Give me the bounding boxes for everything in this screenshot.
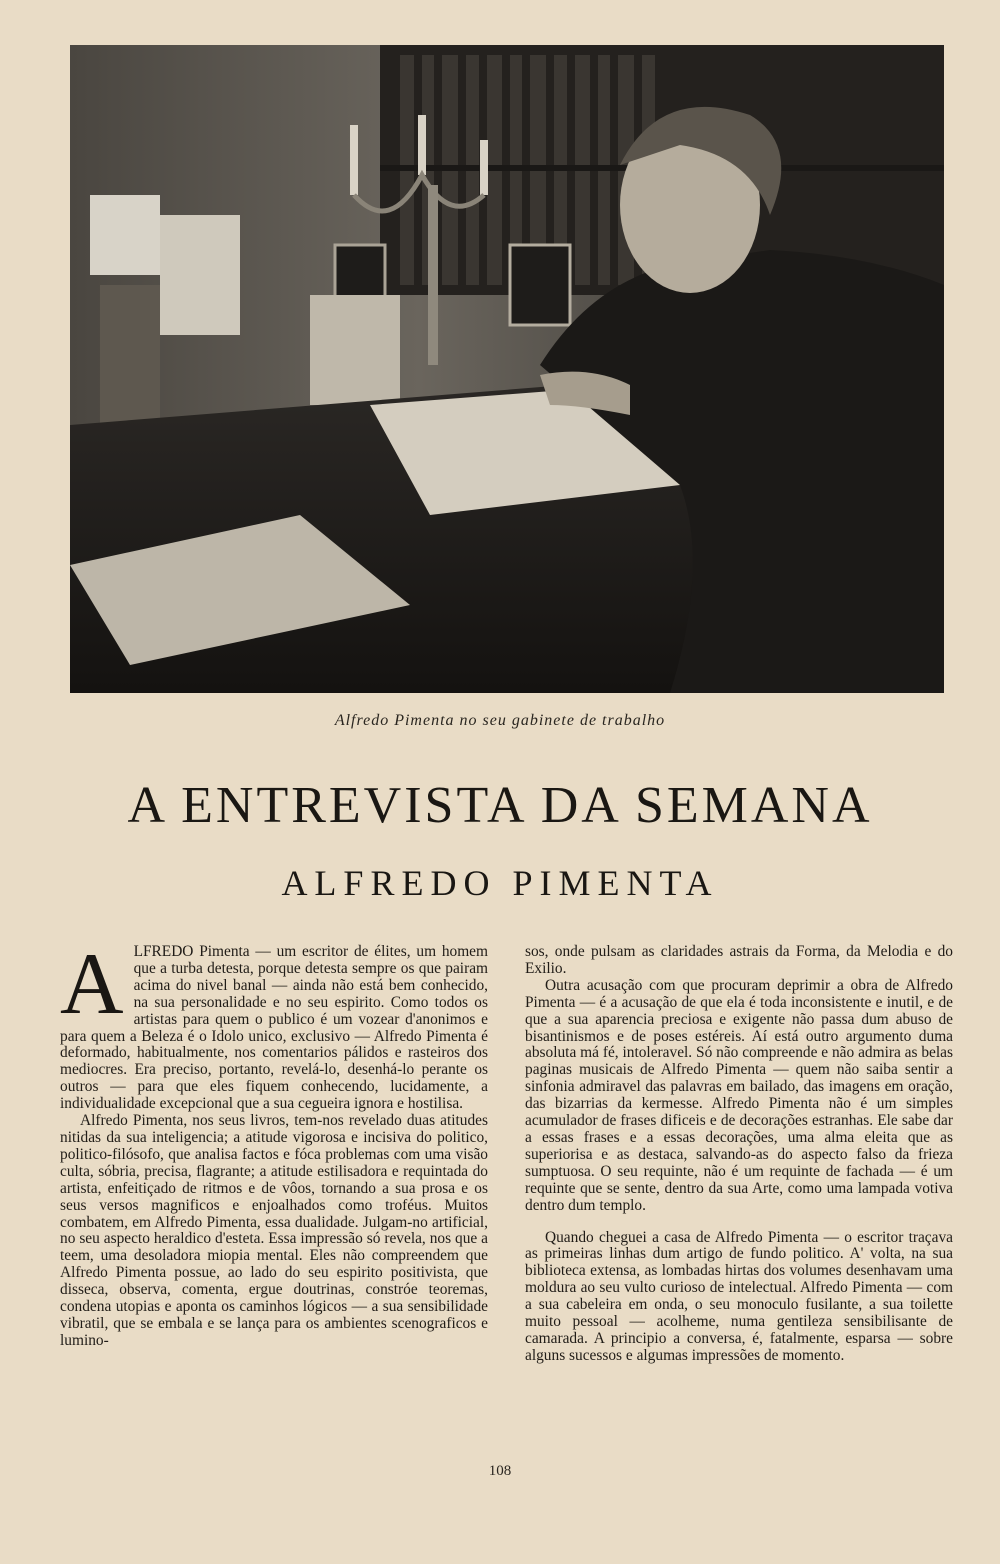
article-paragraph: Outra acusação com que procuram deprimir a obra de Alfredo Pimenta — é a acusação de que ela é toda inconsistente e inutil, e de que a sua aparencia preciosa e exigente não passa dum abuso de bisantinismos e de poses estéreis. Aí está outro argumento duma absoluta má fé, intoleravel. Só não compreende e não admira as belas paginas musicais de Alfredo Pimenta — quem não saiba sentir a sinfonia admiravel das palavras em bailado, das imagens em oração, das bizarrias da kermesse. Alfredo Pimenta não é um simples acumulador de frases dificeis e de decorações estranhas. Ele sabe dar a essas frases e a essas decorações, uma alma eleita que as superiorisa e as destaca, salvando-as do aspecto falso da frieza sumptuosa. O seu requinte, não é um requinte de fachada — é um requinte que se sente, dentro da sua Arte, como uma lampada votiva dentro dum templo. [525, 976, 953, 1214]
photo-caption: Alfredo Pimenta no seu gabinete de trabalho [334, 712, 666, 729]
portrait-photo [70, 45, 944, 693]
page-number: 108 [488, 1463, 512, 1479]
article-paragraph: Quando cheguei a casa de Alfredo Pimenta — o escritor traçava as primeiras linhas dum artigo de fundo politico. A' volta, na sua biblioteca extensa, as lombadas hirtas dos volumes desenhavam uma moldura ao seu vulto curioso de intelectual. Alfredo Pimenta — com a sua cabeleira em onda, o seu monoculo fusilante, a sua toilette muito pessoal — acolheme, numa gentileza sensibilisante de camarada. A principio a conversa, é, fatalmente, esparsa — sobre alguns sucessos e algumas impressões de momento. [525, 1228, 953, 1364]
photo-illustration [70, 45, 944, 693]
headline: A ENTREVISTA DA SEMANA [127, 777, 873, 834]
paragraph-text: LFREDO Pimenta — um escritor de élites, um homem que a turba detesta, porque detesta sempre os que pairam acima do nivel banal — ainda não está bem conhecido, na sua personalidade e no seu espirito. Como todos os artistas para quem o publico é um vozear d'anonimos e para quem a Beleza é o Idolo unico, exclusivo — Alfredo Pimenta é deformado, habitualmente, nos comentarios pálidos e rasteiros dos mediocres. Era preciso, portanto, revelá-lo, desenhá-lo perante os outros — para que eles fiquem conhecendo, lucidamente, a individualidade excepcional que a sua cegueira ignora e hostilisa. [60, 943, 488, 1113]
drop-cap: A [60, 936, 124, 1033]
article-paragraph: Alfredo Pimenta, nos seus livros, tem-nos revelado duas atitudes nitidas da sua inteligencia; a atitude vigorosa e incisiva do politico, politico-filósofo, que analisa factos e fóca problemas com uma visão culta, sóbria, precisa, flagrante; a atitude estilisadora e requintada do artista, enfeitiçado de ritmos e de vôos, tornando a sua prosa e os seus versos magnificos e enjoalhados como troféus. Muitos combatem, em Alfredo Pimenta, essa dualidade. Julgam-no artificial, no seu aspecto heraldico d'esteta. Essa impressão só revela, nos que a teem, uma desoladora miopia mental. Eles não compreendem que Alfredo Pimenta possue, ao lado do seu espirito positivista, que disseca, observa, comenta, ergue doutrinas, constróe teoremas, condena utopias e aponta os caminhos lógicos — a sua sensibilidade vibratil, que se embala e se lança para os ambientes scenograficos e lumino- [60, 1112, 488, 1349]
article-paragraph [60, 936, 488, 1113]
article-paragraph: sos, onde pulsam as claridades astrais da Forma, da Melodia e do Exilio. [525, 943, 953, 977]
subheadline: ALFREDO PIMENTA [281, 863, 719, 903]
article-column-right [525, 944, 953, 1365]
article-column-left [60, 936, 488, 1350]
